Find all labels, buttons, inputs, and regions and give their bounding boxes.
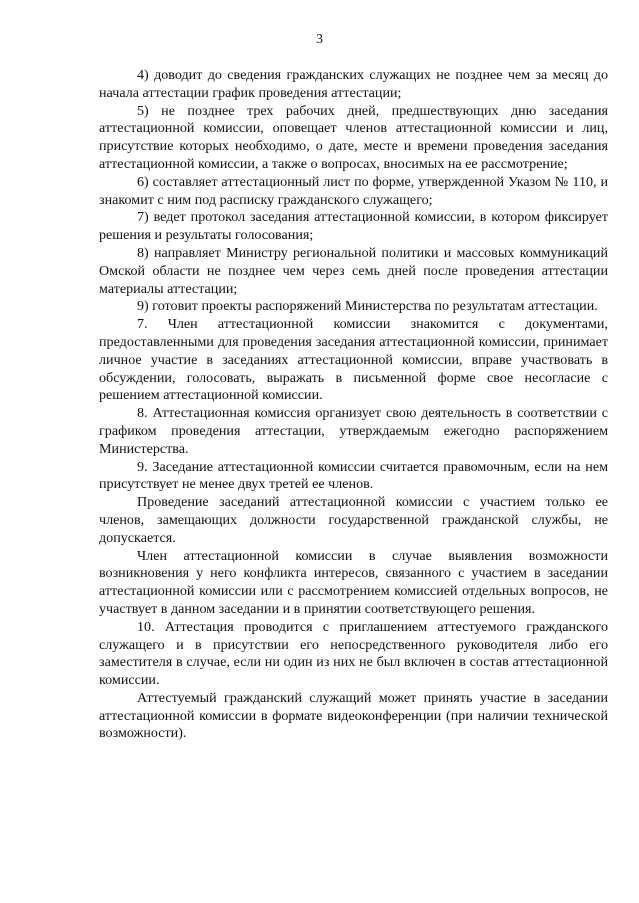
paragraph-item-9: 9) готовит проекты распоряжений Министерства по результатам аттестации. [137, 298, 598, 315]
paragraph-section-7: 7. Член аттестационной комиссии знакомится с документами, предоставленными для проведения заседания аттестационной комиссии, принимает личное участие в заседаниях аттестационной комиссии, вправе участвовать в обсуждении, голосовать, выражать в письменной форме свое несогласие с решением аттестационной комиссии. [99, 316, 608, 404]
paragraph-item-5: 5) не позднее трех рабочих дней, предшествующих дню заседания аттестационной комиссии, оповещает членов аттестационной комиссии и лиц, присутствие которых необходимо, о дате, месте и времени проведения заседания аттестационной комиссии, а также о вопросах, вносимых на ее рассмотрение; [99, 102, 608, 172]
paragraph-videoconference: Аттестуемый гражданский служащий может принять участие в заседании аттестационной комиссии в формате видеоконференции (при наличии технической возможности). [99, 689, 608, 742]
paragraph-item-8: 8) направляет Министру региональной политики и массовых коммуникаций Омской области не позднее чем через семь дней после проведения аттестации материалы аттестации; [99, 244, 608, 297]
paragraph-item-6: 6) составляет аттестационный лист по форме, утвержденной Указом № 110, и знакомит с ним под расписку гражданского служащего; [99, 173, 608, 208]
page-number: 3 [316, 32, 323, 47]
paragraph-members-only: Проведение заседаний аттестационной комиссии с участием только ее членов, замещающих должности государственной гражданской службы, не допускается. [99, 494, 608, 546]
paragraph-section-8: 8. Аттестационная комиссия организует свою деятельность в соответствии с графиком проведения аттестации, утверждаемым ежегодно распоряжением Министерства. [99, 405, 608, 457]
paragraph-conflict-of-interest: Член аттестационной комиссии в случае выявления возможности возникновения у него конфликта интересов, связанного с участием в заседании аттестационной комиссии или с рассмотрением комиссией отдельных вопросов, не участвует в данном заседании и в принятии соответствующего решения. [99, 547, 608, 617]
paragraph-item-4: 4) доводит до сведения гражданских служащих не позднее чем за месяц до начала аттестации график проведения аттестации; [99, 67, 608, 101]
paragraph-section-10: 10. Аттестация проводится с приглашением аттестуемого гражданского служащего и в присутствии его непосредственного руководителя либо его заместителя в случае, если ни один из них не был включен в состав аттестационной комиссии. [99, 618, 608, 689]
paragraph-section-9: 9. Заседание аттестационной комиссии считается правомочным, если на нем присутствует не менее двух третей ее членов. [99, 458, 608, 493]
body-text [99, 67, 608, 743]
paragraph-item-7: 7) ведет протокол заседания аттестационной комиссии, в котором фиксирует решения и результаты голосования; [99, 209, 608, 244]
